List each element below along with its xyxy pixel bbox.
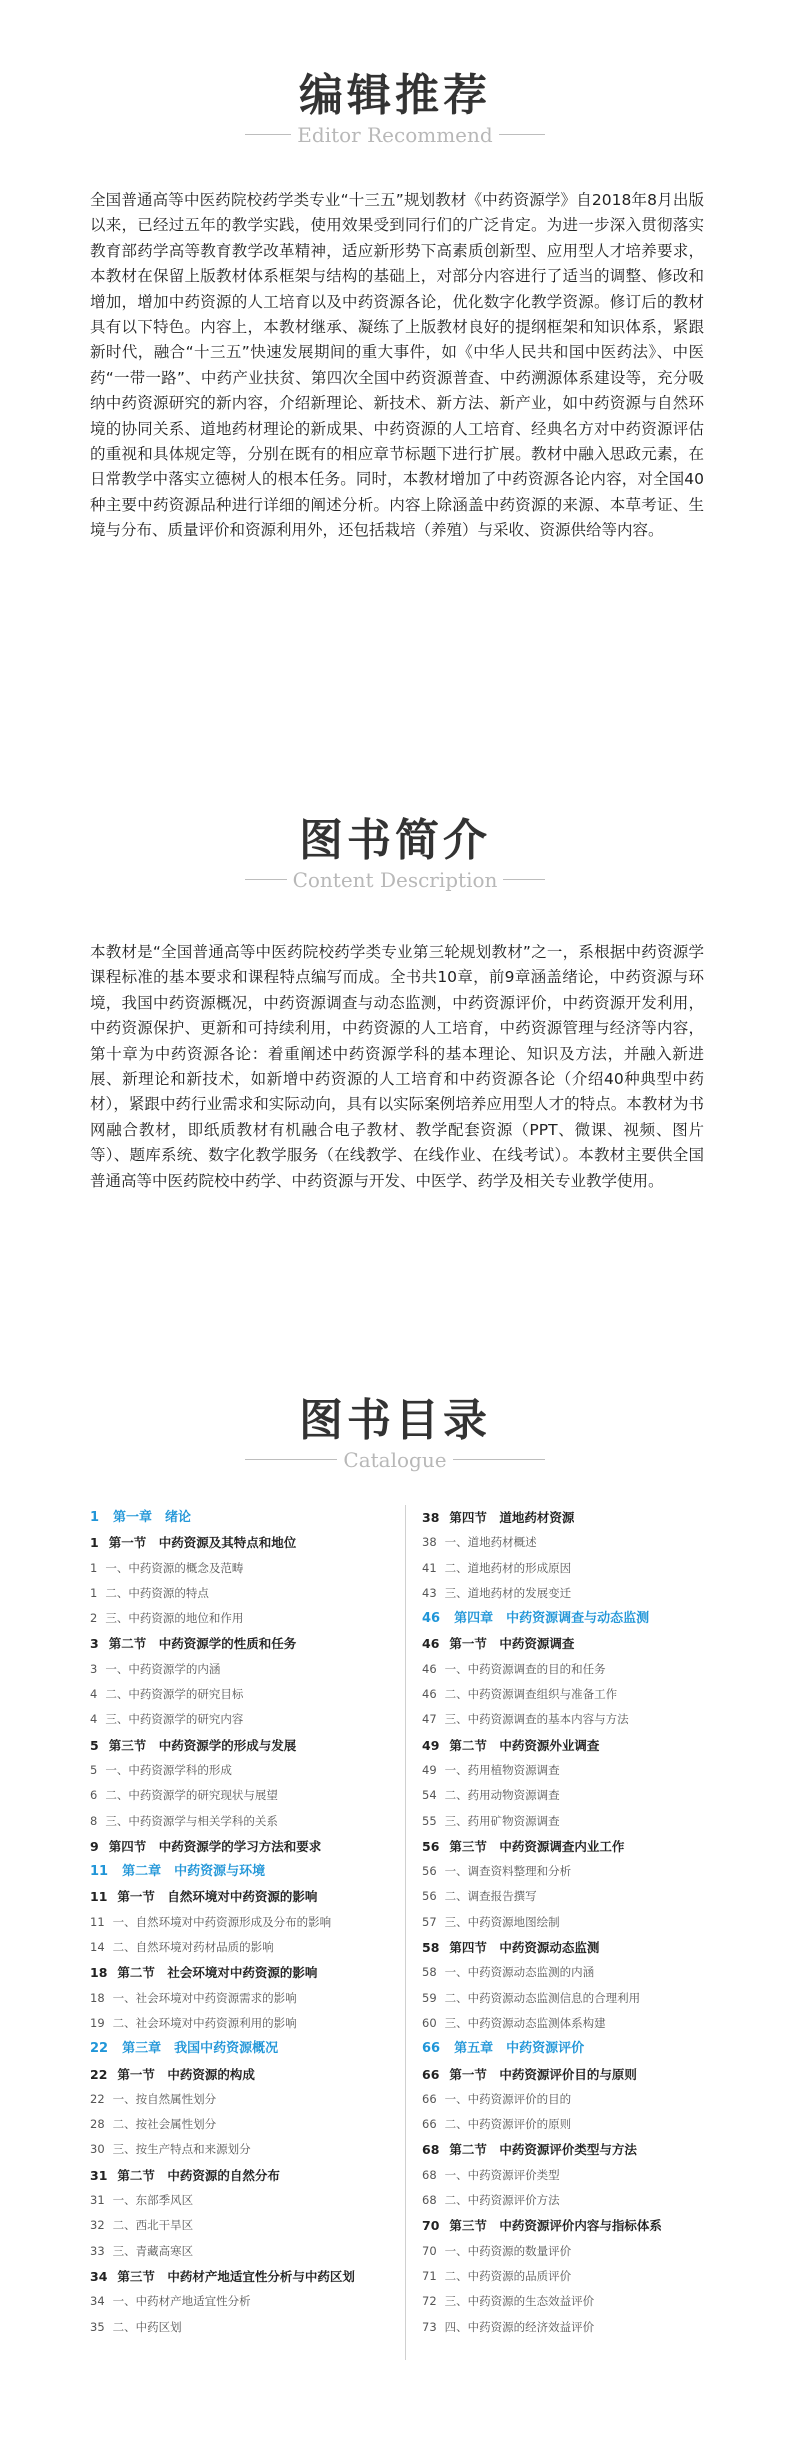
- toc-page-number: 1: [90, 1510, 100, 1525]
- toc-page-number: 5: [90, 1737, 99, 1753]
- toc-entry-title: 二、中药资源调查组织与准备工作: [444, 1687, 618, 1702]
- toc-section: [422, 1505, 722, 1530]
- toc-item: [422, 1530, 722, 1555]
- editor-section-header: [0, 70, 790, 148]
- toc-item: [422, 1910, 722, 1935]
- toc-item: [90, 1606, 390, 1631]
- toc-entry-title: 二、中药资源动态监测信息的合理利用: [444, 1990, 641, 2005]
- toc-item: [422, 2239, 722, 2264]
- toc-page-number: 4: [90, 1712, 98, 1727]
- toc-item: [422, 2087, 722, 2112]
- toc-page-number: 22: [90, 2066, 108, 2082]
- toc-chapter: [90, 1859, 390, 1884]
- toc-page-number: 1: [90, 1560, 98, 1575]
- toc-page-number: 9: [90, 1838, 99, 1854]
- toc-item: [422, 2289, 722, 2314]
- toc-section: [90, 1960, 390, 1985]
- toc-entry-title: 第四节 中药资源动态监测: [449, 1940, 600, 1956]
- toc-page-number: 68: [422, 2142, 440, 2158]
- toc-page-number: 70: [422, 2243, 437, 2258]
- toc-entry-title: 二、中药资源的品质评价: [444, 2268, 572, 2283]
- toc-section: [422, 2062, 722, 2087]
- toc-entry-title: 第一节 中药资源及其特点和地位: [108, 1535, 297, 1551]
- toc-entry-title: 三、中药资源地图绘制: [444, 1914, 560, 1929]
- toc-page-number: 49: [422, 1762, 437, 1777]
- toc-page-number: 31: [90, 2193, 105, 2208]
- toc-entry-title: 二、中药资源学的研究目标: [105, 1687, 244, 1702]
- toc-item: [90, 1707, 390, 1732]
- toc-entry-title: 第五章 中药资源评价: [454, 2041, 585, 2057]
- intro-title: 图书简介: [299, 815, 491, 866]
- toc-item: [90, 1682, 390, 1707]
- toc-page-number: 38: [422, 1510, 440, 1525]
- toc-item: [90, 2315, 390, 2340]
- toc-page-number: 49: [422, 1737, 440, 1753]
- toc-page-number: 22: [90, 2041, 109, 2057]
- toc-entry-title: 一、药用植物资源调查: [444, 1762, 560, 1777]
- toc-entry-title: 三、中药资源调查的基本内容与方法: [444, 1712, 629, 1727]
- toc-page-number: 1: [90, 1585, 98, 1600]
- toc-section: [422, 1935, 722, 1960]
- toc-page-number: 57: [422, 1914, 437, 1929]
- toc-entry-title: 一、中药资源的概念及范畴: [105, 1560, 244, 1575]
- toc-entry-title: 二、调查报告撰写: [444, 1889, 537, 1904]
- toc-entry-title: 一、中药资源学科的形成: [105, 1762, 232, 1777]
- toc-item: [422, 2011, 722, 2036]
- toc-column-divider: [405, 1505, 406, 2360]
- toc-entry-title: 第一节 中药资源调查: [449, 1636, 575, 1652]
- toc-chapter: [422, 1606, 722, 1631]
- toc-item: [422, 2112, 722, 2137]
- toc-item: [90, 1910, 390, 1935]
- toc-entry-title: 第二节 中药资源的自然分布: [117, 2167, 280, 2183]
- toc-page-number: 32: [90, 2218, 105, 2233]
- toc-page-number: 58: [422, 1965, 437, 1980]
- toc-entry-title: 一、中药资源学的内涵: [105, 1661, 221, 1676]
- toc-page-number: 18: [90, 1965, 108, 1981]
- toc-item: [90, 1935, 390, 1960]
- toc-entry-title: 三、药用矿物资源调查: [444, 1813, 560, 1828]
- toc-page-number: 68: [422, 2167, 437, 2182]
- toc-page-number: 30: [90, 2142, 105, 2157]
- toc-entry-title: 三、中药资源学与相关学科的关系: [105, 1813, 278, 1828]
- toc-page-number: 73: [422, 2319, 437, 2334]
- toc-page-number: 66: [422, 2041, 441, 2057]
- intro-body: 本教材是“全国普通高等中医药院校药学类专业第三轮规划教材”之一，系根据中药资源学课程标准的基本要求和课程特点编写而成。全书共10章，前9章涵盖绪论，中药资源与环境，我国中药资源概况，中药资源调查与动态监测，中药资源评价，中药资源开发利用，中药资源保护、更新和可持续利用，中药资源的人工培育，中药资源管理与经济等内容，第十章为中药资源各论：着重阐述中药资源学科的基本理论、知识及方法，并融入新进展、新理论和新技术，如新增中药资源的人工培育和中药资源各论（介绍40种典型中药材），紧跟中药行业需求和实际动向，具有以实际案例培养应用型人才的特点。本教材为书网融合教材，即纸质教材有机融合电子教材、教学配套资源（PPT、微课、视频、图片等）、题库系统、数字化教学服务（在线教学、在线作业、在线考试）。本教材主要供全国普通高等中医药院校中药学、中药资源与开发、中医学、药学及相关专业教学使用。: [90, 943, 704, 1190]
- toc-page-number: 5: [90, 1762, 98, 1777]
- toc-entry-title: 第四章 中药资源调查与动态监测: [454, 1611, 650, 1627]
- toc-entry-title: 三、道地药材的发展变迁: [444, 1585, 572, 1600]
- toc-page-number: 56: [422, 1889, 437, 1904]
- toc-entry-title: 第一章 绪论: [113, 1510, 192, 1525]
- toc-item: [422, 1986, 722, 2011]
- toc-item: [422, 2264, 722, 2289]
- toc-entry-title: 二、社会环境对中药资源利用的影响: [112, 2015, 297, 2030]
- toc-entry-title: 第四节 道地药材资源: [449, 1510, 575, 1525]
- toc-item: [90, 2239, 390, 2264]
- toc-item: [422, 1556, 722, 1581]
- toc-section: [422, 1631, 722, 1656]
- toc-page-number: 66: [422, 2091, 437, 2106]
- toc-item: [90, 1581, 390, 1606]
- toc-entry-title: 第一节 中药资源的构成: [117, 2066, 255, 2082]
- toc-section: [90, 1631, 390, 1656]
- toc-section: [422, 1834, 722, 1859]
- toc-page-number: 43: [422, 1585, 437, 1600]
- toc-item: [90, 2087, 390, 2112]
- toc-entry-title: 三、中药资源学的研究内容: [105, 1712, 244, 1727]
- toc-page-number: 35: [90, 2319, 105, 2334]
- toc-entry-title: 一、自然环境对中药资源形成及分布的影响: [112, 1914, 332, 1929]
- toc-chapter: [90, 2036, 390, 2061]
- toc-section: [90, 2163, 390, 2188]
- toc-page-number: 18: [90, 1990, 105, 2005]
- toc-entry-title: 二、药用动物资源调查: [444, 1788, 560, 1803]
- toc-page-number: 11: [90, 1864, 109, 1880]
- toc-item: [90, 2011, 390, 2036]
- toc-item: [90, 1783, 390, 1808]
- toc-entry-title: 二、西北干旱区: [112, 2218, 194, 2233]
- toc-page-number: 54: [422, 1788, 437, 1803]
- toc-page-number: 55: [422, 1813, 437, 1828]
- toc-entry-title: 一、中药资源的数量评价: [444, 2243, 572, 2258]
- toc-section: [90, 1733, 390, 1758]
- toc-page-number: 68: [422, 2193, 437, 2208]
- toc-page-number: 58: [422, 1940, 440, 1956]
- toc-section: [90, 1530, 390, 1555]
- toc-item: [90, 2137, 390, 2162]
- toc-page-number: 22: [90, 2091, 105, 2106]
- intro-section-header: [0, 815, 790, 893]
- toc-entry-title: 二、中药资源评价的原则: [444, 2117, 572, 2132]
- editor-title: 编辑推荐: [299, 70, 491, 121]
- toc-page-number: 46: [422, 1611, 441, 1627]
- toc-entry-title: 三、中药资源的地位和作用: [105, 1611, 244, 1626]
- toc-entry-title: 第三章 我国中药资源概况: [122, 2041, 279, 2057]
- toc-entry-title: 三、按生产特点和来源划分: [112, 2142, 251, 2157]
- toc-item: [422, 2315, 722, 2340]
- toc-item: [90, 1986, 390, 2011]
- toc-page-number: 3: [90, 1636, 99, 1652]
- toc-entry-title: 二、中药资源的特点: [105, 1585, 209, 1600]
- toc-item: [422, 1707, 722, 1732]
- toc-page-number: 46: [422, 1687, 437, 1702]
- toc-entry-title: 第四节 中药资源学的学习方法和要求: [108, 1838, 322, 1854]
- toc-entry-title: 第一节 自然环境对中药资源的影响: [117, 1889, 318, 1905]
- toc-item: [90, 2213, 390, 2238]
- toc-entry-title: 第三节 中药材产地适宜性分析与中药区划: [117, 2268, 355, 2284]
- toc-page-number: 6: [90, 1788, 98, 1803]
- toc-page-number: 1: [90, 1535, 99, 1551]
- toc-entry-title: 第二章 中药资源与环境: [122, 1864, 266, 1880]
- toc-page-number: 11: [90, 1914, 105, 1929]
- toc-item: [422, 1657, 722, 1682]
- toc-item: [90, 1809, 390, 1834]
- toc-page-number: 19: [90, 2015, 105, 2030]
- toc-right-column: [422, 1505, 722, 2340]
- toc-entry-title: 一、按自然属性划分: [112, 2091, 217, 2106]
- toc-page-number: 34: [90, 2268, 108, 2284]
- toc-item: [422, 1859, 722, 1884]
- toc-left-column: [90, 1505, 390, 2340]
- toc-item: [422, 1758, 722, 1783]
- toc-item: [422, 1783, 722, 1808]
- toc-page-number: 60: [422, 2015, 437, 2030]
- toc-entry-title: 一、东部季风区: [112, 2193, 194, 2208]
- toc-page-number: 38: [422, 1535, 437, 1550]
- toc-entry-title: 三、中药资源动态监测体系构建: [444, 2015, 606, 2030]
- toc-page-number: 46: [422, 1636, 440, 1652]
- toc-page-number: 66: [422, 2066, 440, 2082]
- toc-item: [422, 1884, 722, 1909]
- toc-page-number: 4: [90, 1687, 98, 1702]
- toc-page-number: 34: [90, 2294, 105, 2309]
- intro-subtitle: Content Description: [287, 867, 504, 893]
- toc-item: [422, 1581, 722, 1606]
- toc-entry-title: 三、中药资源的生态效益评价: [444, 2294, 595, 2309]
- toc-page-number: 56: [422, 1838, 440, 1854]
- toc-entry-title: 三、青藏高寒区: [112, 2243, 194, 2258]
- toc-page-number: 66: [422, 2117, 437, 2132]
- toc-entry-title: 二、按社会属性划分: [112, 2117, 217, 2132]
- toc-item: [422, 1682, 722, 1707]
- toc-entry-title: 二、中药区划: [112, 2319, 182, 2334]
- toc-page-number: 41: [422, 1560, 437, 1575]
- toc-entry-title: 一、中药资源调查的目的和任务: [444, 1661, 606, 1676]
- toc-entry-title: 一、调查资料整理和分析: [444, 1864, 572, 1879]
- toc-page-number: 47: [422, 1712, 437, 1727]
- toc-page-number: 70: [422, 2218, 440, 2234]
- toc-section: [90, 1834, 390, 1859]
- toc-chapter: [90, 1505, 390, 1530]
- toc-entry-title: 一、中药材产地适宜性分析: [112, 2294, 251, 2309]
- toc-entry-title: 二、自然环境对药材品质的影响: [112, 1940, 274, 1955]
- toc-item: [422, 2188, 722, 2213]
- toc-page-number: 3: [90, 1661, 98, 1676]
- toc-entry-title: 一、社会环境对中药资源需求的影响: [112, 1990, 297, 2005]
- toc-page-number: 8: [90, 1813, 98, 1828]
- toc-item: [90, 1556, 390, 1581]
- toc-entry-title: 二、中药资源评价方法: [444, 2193, 560, 2208]
- toc-entry-title: 第二节 社会环境对中药资源的影响: [117, 1965, 318, 1981]
- toc-entry-title: 二、道地药材的形成原因: [444, 1560, 572, 1575]
- toc-item: [90, 1657, 390, 1682]
- toc-item: [90, 2112, 390, 2137]
- toc-page-number: 72: [422, 2294, 437, 2309]
- toc-section: [90, 2062, 390, 2087]
- toc-item: [90, 1758, 390, 1783]
- toc-item: [422, 1960, 722, 1985]
- toc-entry-title: 四、中药资源的经济效益评价: [444, 2319, 595, 2334]
- toc-chapter: [422, 2036, 722, 2061]
- editor-body: 全国普通高等中医药院校药学类专业“十三五”规划教材《中药资源学》自2018年8月出版以来，已经过五年的教学实践，使用效果受到同行们的广泛肯定。为进一步深入贯彻落实教育部药学高等教育教学改革精神，适应新形势下高素质创新型、应用型人才培养要求，本教材在保留上版教材体系框架与结构的基础上，对部分内容进行了适当的调整、修改和增加，增加中药资源的人工培育以及中药资源各论，优化数字化教学资源。修订后的教材具有以下特色。内容上，本教材继承、凝练了上版教材良好的提纲框架和知识体系，紧跟新时代，融合“十三五”快速发展期间的重大事件，如《中华人民共和国中医药法》、中医药“一带一路”、中药产业扶贫、第四次全国中药资源普查、中药溯源体系建设等，充分吸纳中药资源研究的新内容，介绍新理论、新技术、新方法、新产业，如中药资源与自然环境的协同关系、道地药材理论的新成果、中药资源的人工培育、经典名方对中药资源评估的重视和具体规定等，分别在既有的相应章节标题下进行扩展。教材中融入思政元素，在日常教学中落实立德树人的根本任务。同时，本教材增加了中药资源各论内容，对全国40种主要中药资源品种进行详细的阐述分析。内容上除涵盖中药资源的来源、本草考证、生境与分布、质量评价和资源利用外，还包括栽培（养殖）与采收、资源供给等内容。: [90, 191, 704, 540]
- toc-page-number: 71: [422, 2268, 437, 2283]
- toc-item: [422, 2163, 722, 2188]
- toc-entry-title: 第二节 中药资源学的性质和任务: [108, 1636, 297, 1652]
- toc-entry-title: 第二节 中药资源外业调查: [449, 1737, 600, 1753]
- toc-page-number: 33: [90, 2243, 105, 2258]
- toc-entry-title: 第三节 中药资源调查内业工作: [449, 1838, 625, 1854]
- toc-page-number: 28: [90, 2117, 105, 2132]
- editor-subtitle: Editor Recommend: [291, 122, 498, 148]
- catalogue-title: 图书目录: [299, 1395, 491, 1446]
- toc-entry-title: 第一节 中药资源评价目的与原则: [449, 2066, 637, 2082]
- catalogue-subtitle: Catalogue: [337, 1447, 452, 1473]
- toc-page-number: 11: [90, 1889, 108, 1905]
- catalogue-section-header: [0, 1395, 790, 1473]
- toc-section: [90, 1884, 390, 1909]
- toc-section: [90, 2264, 390, 2289]
- toc-entry-title: 第二节 中药资源评价类型与方法: [449, 2142, 637, 2158]
- toc-entry-title: 第三节 中药资源学的形成与发展: [108, 1737, 297, 1753]
- toc-entry-title: 一、中药资源动态监测的内涵: [444, 1965, 595, 1980]
- toc-item: [90, 2188, 390, 2213]
- toc-item: [422, 1809, 722, 1834]
- toc-page-number: 31: [90, 2167, 108, 2183]
- toc-section: [422, 2213, 722, 2238]
- toc-page-number: 46: [422, 1661, 437, 1676]
- toc-entry-title: 一、中药资源评价的目的: [444, 2091, 572, 2106]
- toc-entry-title: 第三节 中药资源评价内容与指标体系: [449, 2218, 662, 2234]
- toc-page-number: 2: [90, 1611, 98, 1626]
- toc-page-number: 14: [90, 1940, 105, 1955]
- toc-entry-title: 一、道地药材概述: [444, 1535, 537, 1550]
- toc-entry-title: 二、中药资源学的研究现状与展望: [105, 1788, 278, 1803]
- toc-item: [90, 2289, 390, 2314]
- toc-page-number: 56: [422, 1864, 437, 1879]
- toc-page-number: 59: [422, 1990, 437, 2005]
- toc-section: [422, 2137, 722, 2162]
- toc-section: [422, 1733, 722, 1758]
- toc-entry-title: 一、中药资源评价类型: [444, 2167, 560, 2182]
